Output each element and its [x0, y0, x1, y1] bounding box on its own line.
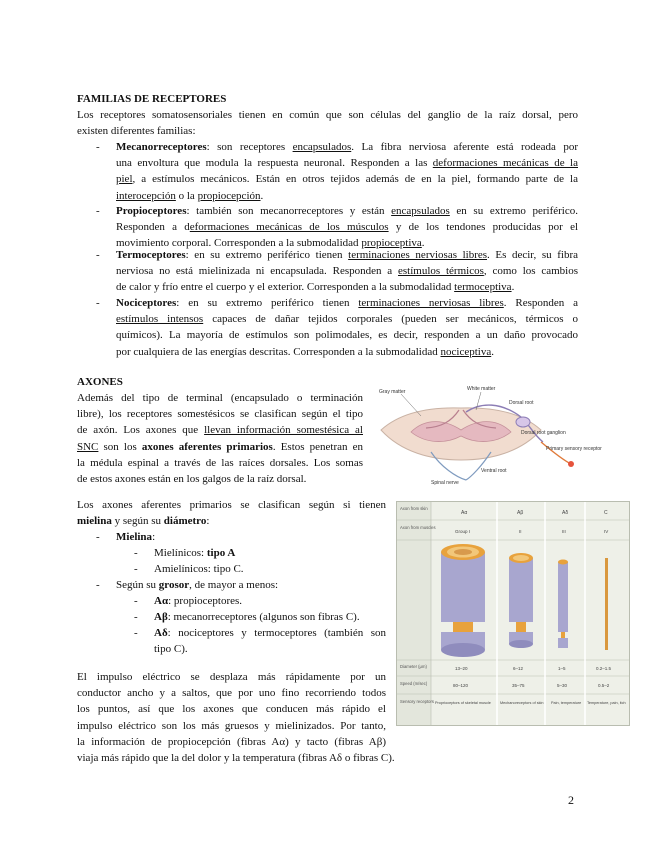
row-label-receptors: Sensory receptors	[400, 699, 434, 704]
text: estímulos intensos	[116, 313, 204, 326]
text: Responden a d	[116, 221, 190, 234]
text: y de los tendones producidas por el	[388, 221, 579, 234]
speed-a-delta: 5–30	[557, 683, 568, 688]
text: . La fibra nerviosa aferente está rodeada por	[351, 141, 578, 153]
sub-item-mielinicos	[134, 545, 236, 561]
bullet-dash: -	[134, 611, 138, 623]
text: : propioceptores.	[168, 595, 243, 607]
text: .	[511, 281, 515, 294]
axones-paragraph-1	[77, 390, 363, 487]
text: Aδ	[154, 627, 168, 639]
text: . Responden a	[503, 297, 579, 309]
text: estímulos térmicos	[398, 265, 484, 278]
row-label-axon-skin: Axon from skin	[400, 506, 428, 511]
text: impulso eléctrico son los más gruesos y mielinizados. Por tanto,	[77, 719, 386, 732]
intro-line-2: existen diferentes familias:	[77, 125, 196, 138]
group-a-alpha: Group I	[455, 529, 471, 534]
text: de calor y frío entre el cuerpo y el exterior. Corresponden a la submodalidad	[116, 281, 455, 294]
axon-a-alpha-illustration	[441, 544, 485, 657]
column-header-c: C	[604, 510, 608, 516]
section-title-familias: FAMILIAS DE RECEPTORES	[77, 93, 227, 105]
speed-a-alpha: 80–120	[453, 683, 469, 688]
bullet-dash: -	[96, 249, 100, 261]
label-white-matter: White matter	[467, 386, 496, 392]
group-a-beta: II	[519, 529, 522, 534]
text: libre), los receptores somestésicos se clasifican según el tipo	[77, 408, 363, 421]
text: llevan información somestésica al	[204, 424, 363, 437]
text: mielina	[77, 515, 112, 528]
text: encapsulados	[391, 205, 450, 217]
text: la médula espinal a través de las raíces dorsales. Los somas	[77, 456, 363, 469]
intro-line-1: Los receptores somatosensoriales tienen en común que son células del ganglio de la raíz dorsal, pero	[77, 109, 578, 121]
text: , de mayor a menos:	[189, 579, 279, 591]
text: encapsulados	[292, 141, 352, 153]
text: :	[206, 515, 210, 528]
text: : mecanorreceptores (algunos son fibras C).	[167, 611, 360, 623]
row-label-speed: Speed (m/sec)	[400, 681, 428, 686]
bullet-dash: -	[96, 141, 100, 153]
text: Además del tipo de terminal (encapsulado o terminación	[77, 392, 363, 404]
list-item-mecanorreceptores	[96, 139, 578, 205]
bullet-dash: -	[134, 547, 138, 559]
list-item-nociceptores	[96, 295, 578, 361]
text: los puntos, así que los axones que conducen más rápido el	[77, 703, 386, 716]
text: grosor	[158, 579, 190, 591]
text: .	[260, 189, 264, 202]
text: movimiento corporal. Corresponden a la submodalidad	[116, 237, 362, 250]
text: terminaciones nerviosas libres	[358, 297, 504, 309]
column-header-a-beta: Aβ	[517, 510, 524, 516]
text: Los axones aferentes primarios se clasifican según si tienen	[77, 499, 386, 511]
row-label-diameter: Diameter (μm)	[400, 664, 427, 669]
text: por cualquiera de las energías descritas. Corresponden a la submodalidad	[116, 345, 441, 358]
term-nociceptores: Nociceptores	[116, 297, 177, 309]
text: capaces de dañar tejidos corporales (pueden ser mecánicos, térmicos o	[203, 313, 578, 326]
text: : en su extremo periférico tienen	[176, 297, 359, 309]
text: tipo C).	[154, 643, 188, 656]
text: : en su extremo periférico tienen	[185, 249, 349, 261]
diameter-c: 0.2–1.5	[596, 666, 612, 671]
receptor-c: Temperature, pain, itch	[587, 701, 626, 705]
text: propioceptiva	[361, 237, 422, 250]
text: y según su	[111, 515, 164, 528]
text: interocepción	[116, 189, 176, 202]
text: de estos axones están en los galgos de la raíz dorsal.	[77, 473, 307, 486]
group-a-delta: III	[562, 529, 566, 534]
label-dorsal-root-ganglion: Dorsal root ganglion	[521, 430, 566, 436]
text: conductor ancho y a saltos, que por uno fino recorriendo todos	[77, 687, 386, 700]
text: propiocepción	[197, 189, 261, 202]
text: Mielina	[116, 531, 153, 543]
list-item-grosor	[96, 577, 386, 593]
spinal-cord-illustration	[371, 382, 602, 488]
row-label-axon-muscles: Axon from muscles	[400, 525, 436, 530]
text: :	[152, 531, 156, 543]
term-mecanorreceptores: Mecanorreceptores	[116, 141, 207, 153]
text: .	[421, 237, 425, 250]
receptor-a-delta: Pain, temperature	[551, 701, 582, 705]
text: diámetro	[163, 515, 207, 528]
text: Amielínicos: tipo C.	[154, 563, 244, 575]
list-item-mielina	[96, 529, 386, 545]
axon-types-illustration	[397, 502, 629, 725]
bullet-dash: -	[96, 205, 100, 217]
text: . Estos penetran en	[272, 440, 363, 453]
axones-paragraph-2	[77, 497, 386, 529]
spinal-cord-figure	[371, 382, 602, 488]
sub-item-a-alpha	[134, 593, 243, 609]
speed-c: 0.5–2	[598, 683, 610, 688]
text: , a estímulos mecánicos. Están en otros tejidos además de en la piel, formando parte de la	[132, 173, 578, 186]
intro-paragraph	[77, 107, 578, 139]
section-title-axones: AXONES	[77, 376, 123, 388]
label-spinal-nerve: Spinal nerve	[431, 480, 459, 486]
text: de axón. Los axones que	[77, 424, 205, 437]
axon-a-beta-illustration	[509, 553, 533, 648]
text: una envoltura que modula la respuesta neuronal. Responden a las	[116, 157, 433, 170]
text: piel	[116, 173, 133, 186]
text: terminaciones nerviosas libres	[348, 249, 488, 261]
column-header-a-alpha: Aα	[461, 510, 468, 516]
text: : también son mecanorreceptores y están	[186, 205, 392, 217]
text: El impulso eléctrico se desplaza más rápidamente por un	[77, 671, 386, 683]
text: Mielínicos:	[154, 547, 207, 559]
text: Según su	[116, 579, 159, 591]
diameter-a-beta: 6–12	[513, 666, 524, 671]
bullet-dash: -	[134, 627, 138, 639]
diameter-a-alpha: 13–20	[455, 666, 468, 671]
text: : son receptores	[206, 141, 293, 153]
text: : nociceptores y termoceptores (también son	[167, 627, 386, 639]
receptor-a-alpha: Proprioceptors of skeletal muscle	[435, 701, 491, 705]
text: deformaciones mecánicas de la	[432, 157, 578, 170]
label-ventral-root: Ventral root	[481, 468, 507, 474]
list-item-propioceptores	[96, 203, 578, 253]
text: tipo A	[206, 547, 236, 559]
text: nociceptiva	[440, 345, 492, 358]
sub-item-a-beta	[134, 609, 360, 625]
group-c: IV	[604, 529, 609, 534]
label-primary-sensory-receptor: Primary sensory receptor	[546, 446, 602, 452]
text: Aα	[154, 595, 169, 607]
axon-c-illustration	[605, 558, 608, 650]
text: SNC	[77, 440, 99, 453]
bullet-dash: -	[96, 297, 100, 309]
text: . Es decir, su fibra	[487, 249, 579, 261]
text: son los	[98, 440, 142, 453]
label-dorsal-root: Dorsal root	[509, 400, 534, 406]
text: .	[491, 345, 494, 358]
text: nerviosa no está mielinizada ni encapsulada. Responden a	[116, 265, 399, 278]
text: químicos). La mayoría de estímulos son polimodales, es decir, responden a un daño provocado	[116, 329, 578, 342]
text: Aβ	[154, 611, 168, 623]
text: la información de propiocepción (fibras Aα) y tacto (fibras Aβ)	[77, 735, 386, 748]
text: termoceptiva	[454, 281, 512, 294]
axones-paragraph-3	[77, 669, 395, 766]
text: viaja más rápido que la del dolor y la temperatura (fibras Aδ o fibras C).	[77, 752, 395, 765]
speed-a-beta: 35–75	[512, 683, 525, 688]
text: en su extremo periférico.	[449, 205, 578, 217]
text: axones aferentes primarios	[141, 440, 273, 453]
column-header-a-delta: Aδ	[562, 510, 569, 516]
text: , como los cambios	[483, 265, 578, 278]
sub-item-amielinicos	[134, 561, 244, 577]
term-propioceptores: Propioceptores	[116, 205, 187, 217]
axon-types-figure	[396, 501, 630, 726]
bullet-dash: -	[134, 595, 138, 607]
text: eformaciones mecánicas de los músculos	[189, 221, 389, 234]
list-item-termoceptores	[96, 247, 578, 297]
sub-item-a-delta	[134, 625, 386, 657]
label-gray-matter: Gray matter	[379, 389, 406, 395]
bullet-dash: -	[96, 579, 100, 591]
bullet-dash: -	[134, 563, 138, 575]
page-number: 2	[568, 793, 574, 807]
receptor-a-beta: Mechanoreceptors of skin	[500, 701, 544, 705]
diameter-a-delta: 1–5	[558, 666, 566, 671]
bullet-dash: -	[96, 531, 100, 543]
term-termoceptores: Termoceptores	[116, 249, 186, 261]
text: o la	[175, 189, 198, 202]
